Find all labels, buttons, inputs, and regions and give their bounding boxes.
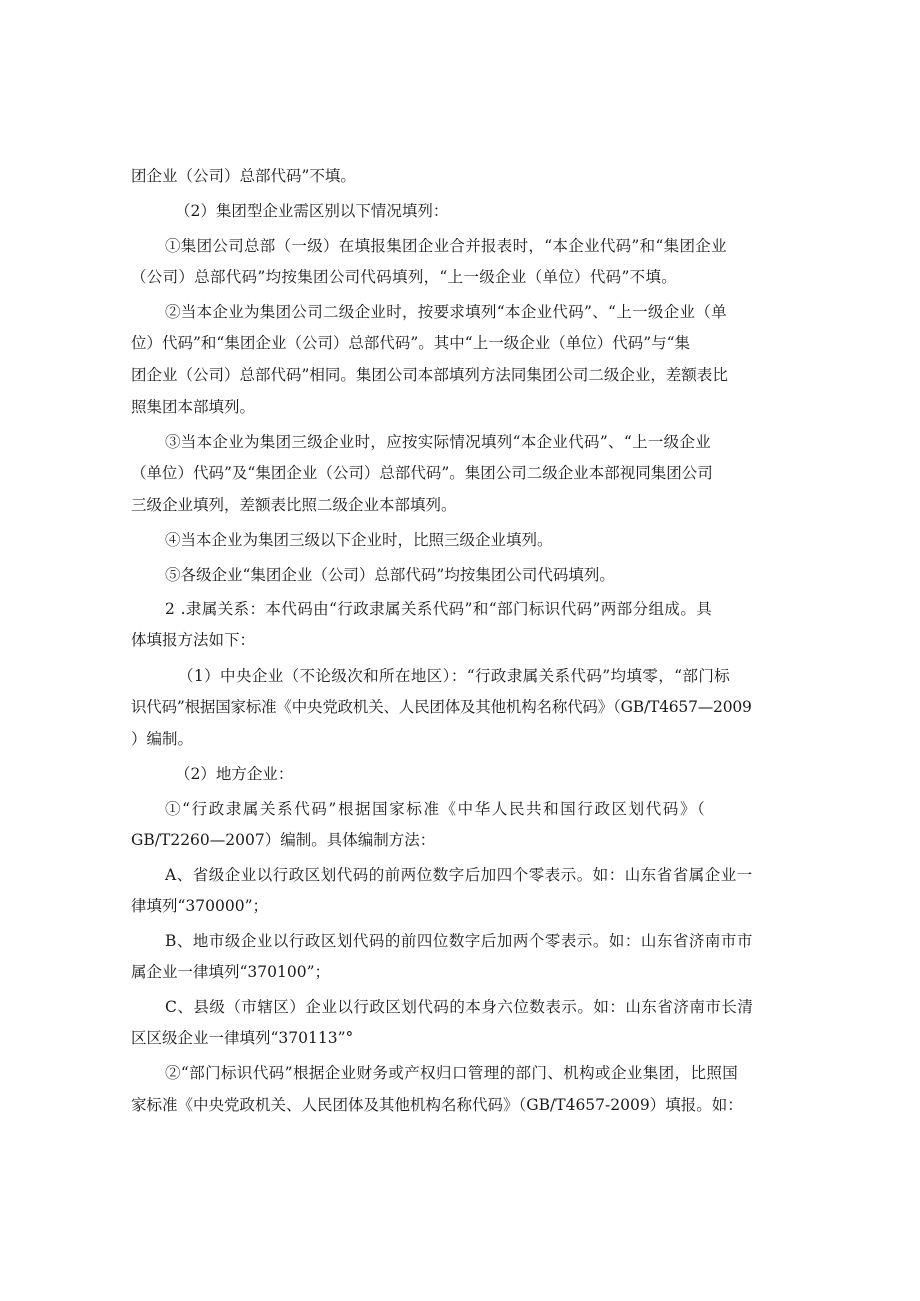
text-line: （公司）总部代码”均按集团公司代码填列，“上一级企业（单位）代码”不填。 (131, 268, 678, 286)
text-line: 家标准《中央党政机关、人民团体及其他机构名称代码》（GB/T4657-2009）填报。如： (131, 1096, 743, 1114)
text-line: （2）集团型企业需区别以下情况填列： (175, 202, 449, 220)
text-line: ）编制。 (131, 730, 194, 748)
text-line: 团企业（公司）总部代码”相同。集团公司本部填列方法同集团公司二级企业，差额表比 (131, 366, 728, 384)
text-line: ③当本企业为集团三级企业时，应按实际情况填列“本企业代码”、“上一级企业 (165, 433, 712, 451)
text-line: ①集团公司总部（一级）在填报集团企业合并报表时，“本企业代码”和“集团企业 (165, 237, 727, 255)
text-line: ④当本企业为集团三级以下企业时，比照三级企业填列。 (165, 531, 553, 549)
text-line: （2）地方企业： (175, 765, 294, 783)
text-line: B、地市级企业以行政区划代码的前四位数字后加两个零表示。如：山东省济南市市 (165, 932, 753, 950)
text-line: 识代码”根据国家标准《中央党政机关、人民团体及其他机构名称代码》（GB/T4657—2009 (131, 698, 752, 716)
text-line: （1）中央企业（不论级次和所在地区）：“行政隶属关系代码”均填零，“部门标 (178, 667, 731, 685)
text-line: ①“行政隶属关系代码”根据国家标准《中华人民共和国行政区划代码》（ (165, 800, 707, 818)
text-line: GB/T2260—2007）编制。具体编制方法： (131, 831, 436, 849)
text-line: ②“部门标识代码”根据企业财务或产权归口管理的部门、机构或企业集团，比照国 (165, 1064, 739, 1082)
text-line: ⑤各级企业“集团企业（公司）总部代码”均按集团公司代码填列。 (165, 566, 615, 584)
text-line: 三级企业填列，差额表比照二级企业本部填列。 (131, 496, 457, 514)
text-line: 团企业（公司）总部代码”不填。 (131, 167, 356, 185)
text-line: 2 .隶属关系：本代码由“行政隶属关系代码”和“部门标识代码”两部分组成。具 (165, 600, 713, 618)
text-line: ②当本企业为集团公司二级企业时，按要求填列“本企业代码”、“上一级企业（单 (165, 303, 727, 321)
text-line: 律填列“370000”； (131, 897, 269, 915)
text-line: 区区级企业一律填列“370113”° (131, 1029, 354, 1047)
text-line: 位）代码”和“集团企业（公司）总部代码”。其中“上一级企业（单位）代码”与“集 (131, 334, 691, 352)
text-line: 照集团本部填列。 (131, 398, 256, 416)
text-line: 体填报方法如下： (131, 631, 256, 649)
text-line: A、省级企业以行政区划代码的前两位数字后加四个零表示。如：山东省省属企业一 (165, 866, 753, 884)
text-line: C、县级（市辖区）企业以行政区划代码的本身六位数表示。如：山东省济南市长清 (165, 998, 754, 1016)
text-line: （单位）代码”及“集团企业（公司）总部代码”。集团公司二级企业本部视同集团公司 (131, 464, 713, 482)
text-line: 属企业一律填列“370100”； (131, 963, 331, 981)
